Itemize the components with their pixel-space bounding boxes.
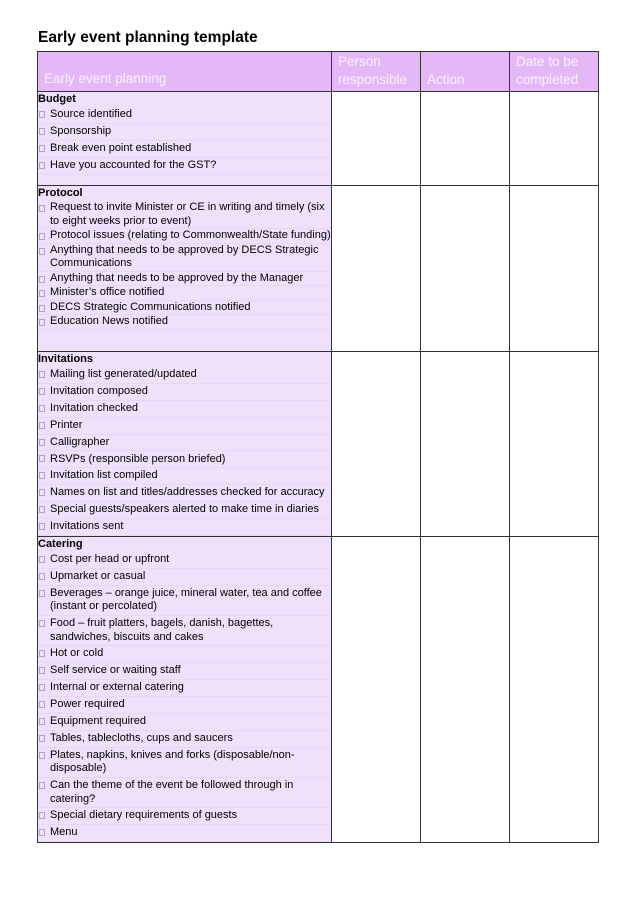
checklist-item[interactable]: Names on list and titles/addresses checked for accuracy <box>38 485 331 502</box>
checklist-item[interactable]: DECS Strategic Communications notified <box>38 301 331 316</box>
header-early-event-planning: Early event planning <box>38 52 332 92</box>
date-cell[interactable] <box>510 352 599 537</box>
checklist-item[interactable]: Internal or external catering <box>38 680 331 697</box>
checklist-item[interactable]: Invitations sent <box>38 519 331 536</box>
checklist <box>38 552 331 842</box>
header-date-to-be-completed: Date to be completed <box>510 52 599 92</box>
page-title: Early event planning template <box>38 29 258 46</box>
checkbox-icon[interactable] <box>39 305 45 312</box>
header-person-responsible: Person responsible <box>332 52 421 92</box>
checklist-item[interactable]: Equipment required <box>38 714 331 731</box>
person-responsible-cell[interactable] <box>332 352 421 537</box>
checklist-item[interactable]: Invitation checked <box>38 401 331 418</box>
checkbox-icon[interactable] <box>39 233 45 240</box>
checklist-item[interactable]: Can the theme of the event be followed through in catering? <box>38 778 331 808</box>
checklist-item[interactable]: Power required <box>38 697 331 714</box>
date-cell[interactable] <box>510 186 599 352</box>
checklist-item[interactable]: Special guests/speakers alerted to make time in diaries <box>38 502 331 519</box>
planning-table <box>37 51 599 843</box>
checklist-item[interactable]: Anything that needs to be approved by DECS Strategic Communications <box>38 244 331 272</box>
checklist <box>38 201 331 330</box>
checkbox-icon[interactable] <box>39 405 45 412</box>
date-cell[interactable] <box>510 92 599 186</box>
checklist-item[interactable]: Special dietary requirements of guests <box>38 808 331 825</box>
checklist-item[interactable]: Calligrapher <box>38 435 331 452</box>
person-responsible-cell[interactable] <box>332 536 421 842</box>
checklist-item[interactable]: Break even point established <box>38 141 331 158</box>
checklist-item[interactable]: Invitation composed <box>38 384 331 401</box>
section-row-protocol <box>38 186 599 352</box>
checklist <box>38 367 331 536</box>
person-responsible-cell[interactable] <box>332 186 421 352</box>
checklist-item[interactable]: Have you accounted for the GST? <box>38 158 331 175</box>
checkbox-icon[interactable] <box>39 276 45 283</box>
checklist-item[interactable]: Hot or cold <box>38 646 331 663</box>
checkbox-icon[interactable] <box>39 829 45 836</box>
checkbox-icon[interactable] <box>39 590 45 597</box>
checklist-item[interactable]: Request to invite Minister or CE in writing and timely (six to eight weeks prior to event) <box>38 201 331 229</box>
checkbox-icon[interactable] <box>39 782 45 789</box>
checkbox-icon[interactable] <box>39 439 45 446</box>
checkbox-icon[interactable] <box>39 422 45 429</box>
checkbox-icon[interactable] <box>39 718 45 725</box>
section-row-budget <box>38 92 599 186</box>
checkbox-icon[interactable] <box>39 128 45 135</box>
checklist-item[interactable]: Source identified <box>38 107 331 124</box>
person-responsible-cell[interactable] <box>332 92 421 186</box>
checklist-item[interactable]: Menu <box>38 825 331 842</box>
action-cell[interactable] <box>421 186 510 352</box>
section-title: Protocol <box>38 187 83 199</box>
checklist-item[interactable]: Beverages – orange juice, mineral water, tea and coffee (instant or percolated) <box>38 586 331 616</box>
checkbox-icon[interactable] <box>39 290 45 297</box>
checklist-item[interactable]: Education News notified <box>38 315 331 330</box>
checklist-item[interactable]: Self service or waiting staff <box>38 663 331 680</box>
checklist-item[interactable]: Mailing list generated/updated <box>38 367 331 384</box>
checklist-item[interactable]: Food – fruit platters, bagels, danish, bagettes, sandwiches, biscuits and cakes <box>38 616 331 646</box>
section-row-catering <box>38 536 599 842</box>
checkbox-icon[interactable] <box>39 506 45 513</box>
date-cell[interactable] <box>510 536 599 842</box>
checkbox-icon[interactable] <box>39 573 45 580</box>
section-title: Invitations <box>38 353 94 365</box>
checkbox-icon[interactable] <box>39 111 45 118</box>
action-cell[interactable] <box>421 352 510 537</box>
checkbox-icon[interactable] <box>39 684 45 691</box>
checkbox-icon[interactable] <box>39 319 45 326</box>
section-title: Catering <box>38 537 83 550</box>
section-cell-invitations <box>38 352 332 537</box>
checklist-item[interactable]: Protocol issues (relating to Commonwealth/State funding) <box>38 229 331 244</box>
action-cell[interactable] <box>421 536 510 842</box>
checkbox-icon[interactable] <box>39 620 45 627</box>
checkbox-icon[interactable] <box>39 701 45 708</box>
checklist-item[interactable]: Upmarket or casual <box>38 569 331 586</box>
action-cell[interactable] <box>421 92 510 186</box>
checkbox-icon[interactable] <box>39 812 45 819</box>
section-cell-protocol <box>38 186 332 352</box>
checklist-item[interactable]: Plates, napkins, knives and forks (disposable/non-disposable) <box>38 748 331 778</box>
checkbox-icon[interactable] <box>39 388 45 395</box>
checklist-item[interactable]: RSVPs (responsible person briefed) <box>38 451 331 468</box>
checkbox-icon[interactable] <box>39 667 45 674</box>
section-row-invitations <box>38 352 599 537</box>
checkbox-icon[interactable] <box>39 650 45 657</box>
checkbox-icon[interactable] <box>39 556 45 563</box>
checkbox-icon[interactable] <box>39 735 45 742</box>
checklist-item[interactable]: Invitation list compiled <box>38 468 331 485</box>
checklist-item[interactable]: Sponsorship <box>38 124 331 141</box>
header-action: Action <box>421 52 510 92</box>
checkbox-icon[interactable] <box>39 455 45 462</box>
checkbox-icon[interactable] <box>39 371 45 378</box>
checklist-item[interactable]: Printer <box>38 418 331 435</box>
checkbox-icon[interactable] <box>39 162 45 169</box>
checkbox-icon[interactable] <box>39 145 45 152</box>
checklist-item[interactable]: Tables, tablecloths, cups and saucers <box>38 731 331 748</box>
checkbox-icon[interactable] <box>39 752 45 759</box>
checklist <box>38 107 331 175</box>
header-row <box>38 52 599 92</box>
section-cell-budget <box>38 92 332 186</box>
checklist-item[interactable]: Anything that needs to be approved by the Manager <box>38 272 331 287</box>
section-cell-catering <box>38 536 332 842</box>
section-title: Budget <box>38 93 76 105</box>
checkbox-icon[interactable] <box>39 205 45 212</box>
checklist-item[interactable]: Minister’s office notified <box>38 286 331 301</box>
checkbox-icon[interactable] <box>39 523 45 530</box>
checkbox-icon[interactable] <box>39 472 45 479</box>
checklist-item[interactable]: Cost per head or upfront <box>38 552 331 569</box>
checkbox-icon[interactable] <box>39 489 45 496</box>
checkbox-icon[interactable] <box>39 248 45 255</box>
